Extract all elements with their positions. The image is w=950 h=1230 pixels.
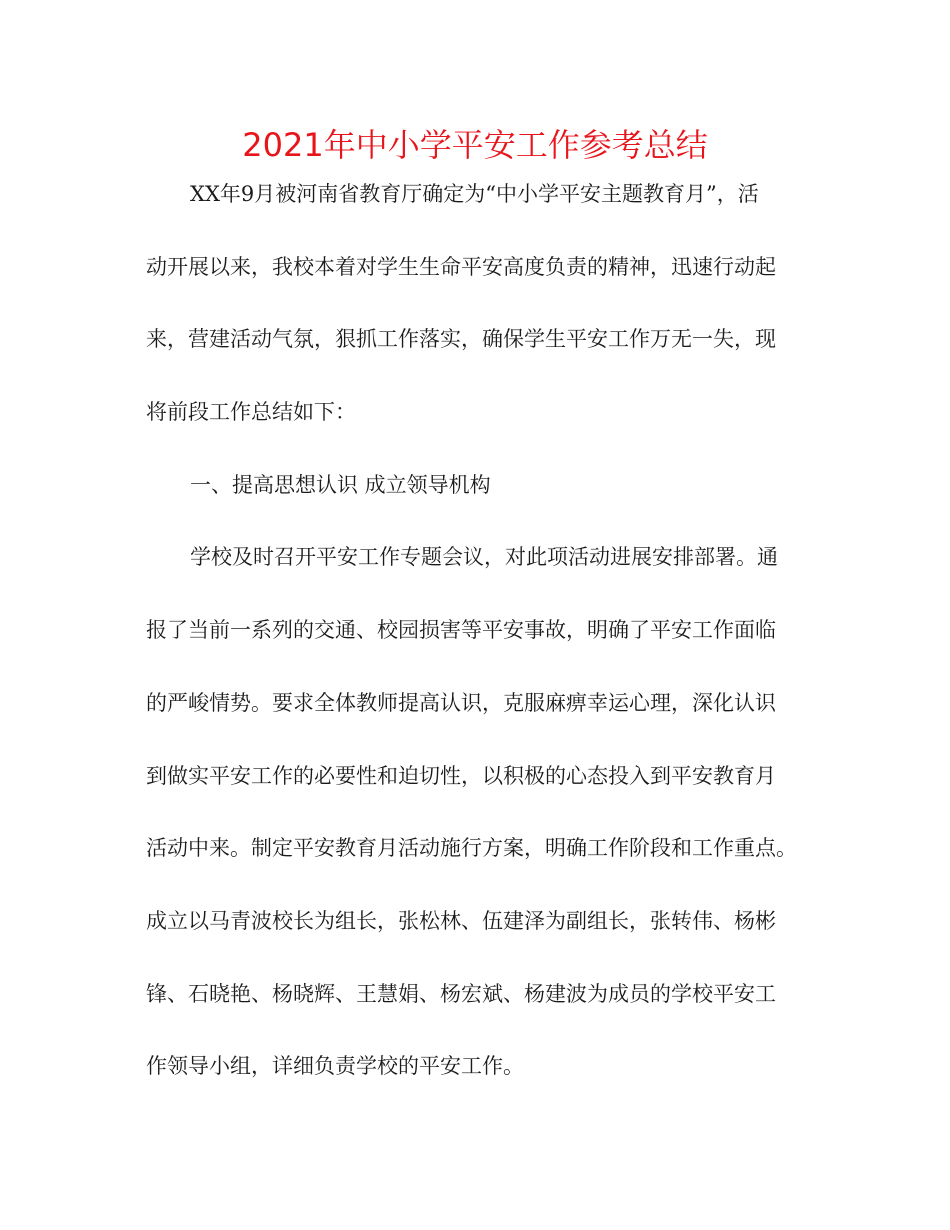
section-heading-1: 一、提高思想认识 成立领导机构 bbox=[190, 472, 491, 497]
paragraph-2-line-1: 学校及时召开平安工作专题会议，对此项活动进展安排部署。通 bbox=[190, 545, 778, 570]
paragraph-2-line-4: 到做实平安工作的必要性和迫切性，以积极的心态投入到平安教育月 bbox=[146, 763, 776, 788]
document-title: 2021年中小学平安工作参考总结 bbox=[242, 126, 708, 164]
paragraph-2-line-6: 成立以马青波校长为组长，张松林、伍建泽为副组长，张转伟、杨彬 bbox=[146, 908, 776, 933]
paragraph-1-line-4: 将前段工作总结如下： bbox=[146, 400, 356, 425]
paragraph-1-line-2: 动开展以来，我校本着对学生生命平安高度负责的精神，迅速行动起 bbox=[146, 254, 776, 279]
paragraph-2-line-8: 作领导小组，详细负责学校的平安工作。 bbox=[146, 1054, 524, 1079]
paragraph-1-line-1: XX年9月被河南省教育厅确定为“中小学平安主题教育月”，活 bbox=[190, 182, 759, 206]
paragraph-2-line-7: 锋、石晓艳、杨晓辉、王慧娟、杨宏斌、杨建波为成员的学校平安工 bbox=[146, 981, 776, 1006]
paragraph-1-line-3: 来，营建活动气氛，狠抓工作落实，确保学生平安工作万无一失，现 bbox=[146, 327, 776, 352]
paragraph-2-line-5: 活动中来。制定平安教育月活动施行方案，明确工作阶段和工作重点。 bbox=[146, 836, 797, 861]
paragraph-2-line-2: 报了当前一系列的交通、校园损害等平安事故，明确了平安工作面临 bbox=[146, 618, 776, 643]
document-body bbox=[146, 158, 806, 1103]
paragraph-2-line-3: 的严峻情势。要求全体教师提高认识，克服麻痹幸运心理，深化认识 bbox=[146, 690, 776, 715]
